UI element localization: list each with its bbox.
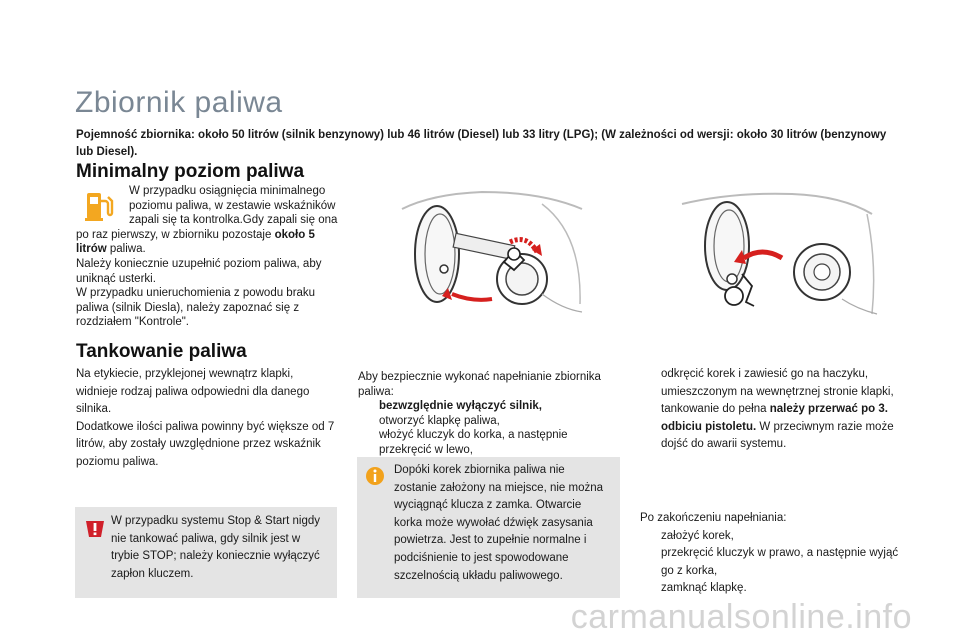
middle-step bbox=[358, 414, 614, 429]
after-step bbox=[640, 545, 908, 580]
min-level-p1c: paliwa. bbox=[106, 243, 146, 256]
info-text: Dopóki korek zbiornika paliwa nie zostanie założony na miejsce, nie można wyciągnąć klucza z zamka. Otwarcie korka może wywołać dźwięk zasysania powietrza. Jest to zupełnie normalne i podciśnienie to jest spowodowane szczelnością układu paliwowego. bbox=[394, 464, 604, 582]
middle-intro: Aby bezpiecznie wykonać napełnianie zbiornika paliwa: bbox=[358, 371, 601, 398]
refuel-p2: Dodatkowe ilości paliwa powinny być większe od 7 litrów, aby zostały uwzględnione przez wskaźnik poziomu paliwa. bbox=[76, 420, 335, 468]
right-step-bold: należy przerwać po 3. odbiciu pistoletu. bbox=[661, 403, 888, 433]
right-column bbox=[640, 366, 908, 454]
fuel-cap-unlock-illustration bbox=[392, 184, 602, 324]
after-refuel bbox=[640, 510, 908, 598]
after-step bbox=[640, 528, 908, 546]
warning-icon bbox=[84, 517, 106, 539]
min-level-p1b: około 5 litrów bbox=[76, 228, 315, 256]
right-step-text: W przeciwnym razie może dojść do awarii systemu. bbox=[661, 420, 894, 451]
middle-step-text: otworzyć klapkę paliwa, bbox=[379, 414, 500, 427]
right-step bbox=[640, 401, 908, 454]
middle-column bbox=[358, 370, 614, 458]
refuel-p1: Na etykiecie, przyklejonej wewnątrz klapki, widnieje rodzaj paliwa odpowiedni dla danego silnika. bbox=[76, 368, 310, 416]
after-step-text: założyć korek, bbox=[661, 529, 734, 542]
right-step-text: tankowanie do pełna bbox=[661, 403, 770, 416]
min-level-p3: W przypadku unieruchomienia z powodu braku paliwa (silnik Diesla), należy zapoznać się z rozdziałem "Kontrole". bbox=[76, 287, 316, 329]
refuel-text bbox=[76, 366, 336, 472]
watermark: carmanualsonline.info bbox=[570, 598, 912, 636]
warning-text: W przypadku systemu Stop & Start nigdy nie tankować paliwa, gdy silnik jest w trybie STOP; należy koniecznie wyłączyć zapłon kluczem. bbox=[111, 515, 321, 580]
after-step-text: przekręcić kluczyk w prawo, a następnie wyjąć go z korka, bbox=[661, 547, 899, 577]
info-box bbox=[357, 457, 620, 598]
middle-step bbox=[358, 428, 614, 457]
page-title: Zbiornik paliwa bbox=[75, 86, 283, 119]
after-intro: Po zakończeniu napełniania: bbox=[640, 512, 787, 524]
min-level-heading: Minimalny poziom paliwa bbox=[76, 161, 305, 182]
middle-step-text: włożyć kluczyk do korka, a następnie przekręcić w lewo, bbox=[379, 429, 568, 456]
capacity-note: Pojemność zbiornika: około 50 litrów (silnik benzynowy) lub 46 litrów (Diesel) lub 33 litry (LPG); (W zależności od wersji: około 30 litrów (benzynowy lub Diesel). bbox=[76, 129, 887, 158]
right-step bbox=[640, 366, 908, 401]
right-step-text: odkręcić korek i zawiesić go na haczyku, umieszczonym na wewnętrznej stronie klapki, bbox=[661, 368, 894, 398]
after-step-text: zamknąć klapkę. bbox=[661, 582, 747, 595]
after-step bbox=[640, 580, 908, 598]
refuel-heading: Tankowanie paliwa bbox=[76, 341, 247, 362]
middle-step-text: bezwzględnie wyłączyć silnik, bbox=[379, 400, 542, 413]
min-level-text bbox=[76, 184, 340, 330]
info-icon bbox=[365, 465, 385, 487]
fuel-cap-open-illustration bbox=[672, 184, 884, 324]
warning-box bbox=[75, 507, 337, 598]
middle-step bbox=[358, 399, 614, 414]
min-level-p2: Należy koniecznie uzupełnić poziom paliwa, aby uniknąć usterki. bbox=[76, 257, 322, 285]
min-level-p1a: W przypadku osiągnięcia minimalnego poziomu paliwa, w zestawie wskaźników zapali się ta kontrolka.Gdy zapali się ona po raz pierwszy, w zbiorniku pozostaje bbox=[76, 185, 338, 241]
